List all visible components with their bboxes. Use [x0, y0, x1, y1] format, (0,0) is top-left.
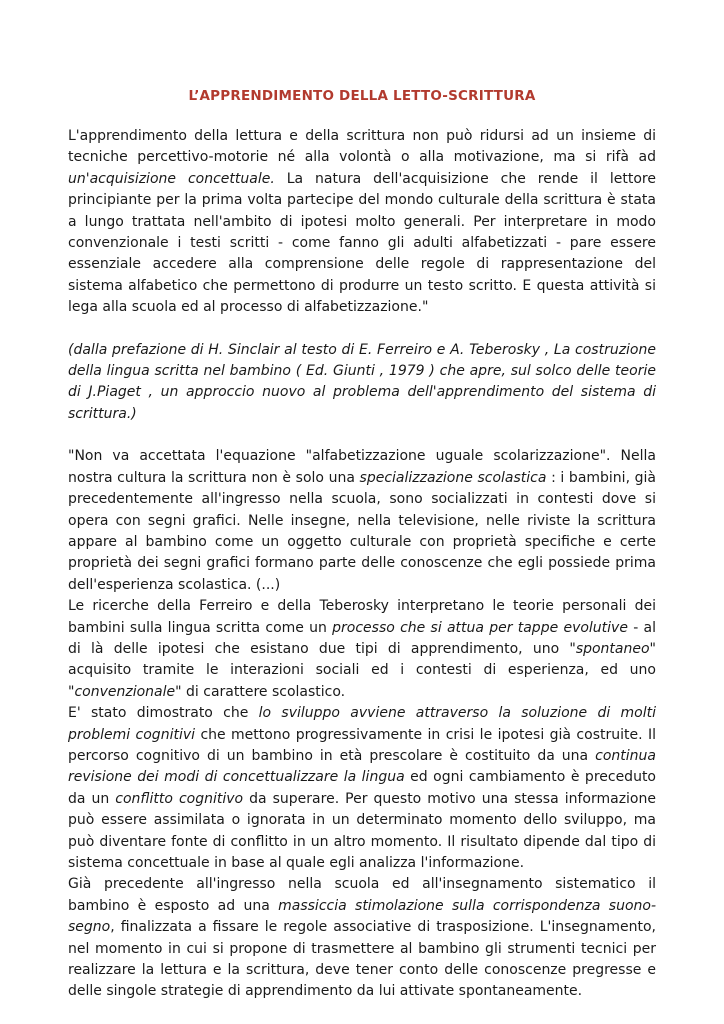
italic-text: convenzionale [74, 683, 176, 700]
body-text: Già precedente all'ingresso nella scuola ed all'insegnamento sistematico il bambino è esposto ad una [68, 876, 656, 914]
body-text: " di carattere scolastico. [175, 683, 346, 700]
italic-text: conflitto cognitivo [115, 790, 244, 807]
body-text: Le ricerche della Ferreiro e della Teberosky interpretano le teorie personali dei bambini sulla lingua scritta come un [68, 598, 656, 636]
paragraph-p2 [68, 340, 656, 426]
body-text: La natura dell'acquisizione che rende il lettore principiante per la prima volta partecipe del mondo culturale della scrittura è stata a lungo trattata nell'ambito di ipotesi molto generali. Per interpretare in modo convenzionale i testi scritti - come fanno gli adulti alfabetizzati - pare essere essenziale accedere alla comprensione delle regole di rappresentazione del sistema alfabetico che permettono di produrre un testo scritto. E questa attività si lega alla scuola ed al processo di alfabetizzazione." [68, 170, 656, 316]
body-text: da superare. Per questo motivo una stessa informazione può essere assimilata o ignorata in un determinato momento dello sviluppo, ma può diventare fonte di conflitto in un altro momento. Il risultato dipende dal tipo di sistema concettuale in base al quale egli analizza l'informazione. [68, 790, 656, 871]
italic-text: (dalla prefazione di H. Sinclair al testo di E. Ferreiro e A. Teberosky , La costruzione della lingua scritta nel bambino ( Ed. Giunti , 1979 ) che apre, sul solco delle teorie di J.Piaget , un approccio nuovo al problema dell'apprendimento del sistema di scrittura.) [68, 341, 656, 422]
body-text: - al di là delle ipotesi che esistano due tipi di apprendimento, uno [68, 619, 657, 657]
document-body [68, 126, 656, 1003]
italic-text: massiccia stimolazione sulla corrispondenza suono- segno [68, 897, 656, 936]
italic-text: specializzazione scolastica [359, 469, 547, 486]
paragraph-spacer [68, 319, 656, 340]
body-text: ed ogni cambiamento è preceduto da un [68, 769, 656, 807]
italic-text: processo che si attua per tappe evolutive [332, 619, 628, 636]
body-text: acquisito tramite le interazioni sociali ed i contesti di esperienza, ed uno " [68, 662, 656, 700]
body-text: : i bambini, già precedentemente all'ingresso nella scuola, sono socializzati in contesti dove si opera con segni grafici. Nelle insegne, nella televisione, nelle riviste la scrittura appare al bambino come un oggetto culturale con proprietà specifiche e certe proprietà dei segni grafici formano parte delle conoscenze che egli possiede prima dell'esperienza scolastica. (...) [68, 469, 656, 593]
italic-text: continua revisione dei modi di concettualizzare la lingua [68, 747, 656, 786]
paragraph-p1 [68, 126, 656, 319]
paragraph-p6 [68, 874, 656, 1002]
italic-text: lo sviluppo avviene attraverso la soluzione di molti problemi cognitivi [68, 705, 656, 743]
paragraph-p3 [68, 446, 656, 596]
italic-text: un'acquisizione concettuale. [68, 170, 275, 187]
body-text: "Non va accettata l'equazione "alfabetizzazione uguale scolarizzazione". Nella nostra cultura la scrittura non è solo una [68, 448, 656, 486]
body-text: , finalizzata a fissare le regole associative di trasposizione. L'insegnamento, nel momento in cui si propone di trasmettere al bambino gli strumenti tecnici per realizzare la lettura e la scrittura, deve tener conto delle conoscenze pregresse e delle singole strategie di apprendimento da lui attivate spontaneamente. [68, 919, 656, 1000]
paragraph-p4 [68, 596, 656, 703]
body-text: L'apprendimento della lettura e della scrittura non può ridursi ad un insieme di tecniche percettivo-motorie né alla volontà o alla motivazione, ma si rifà ad [68, 128, 656, 166]
document-title: L’APPRENDIMENTO DELLA LETTO-SCRITTURA [188, 88, 536, 104]
paragraph-p5 [68, 703, 656, 874]
body-text: E' stato dimostrato che [68, 705, 259, 722]
body-text: che mettono progressivamente in crisi le ipotesi già costruite. Il percorso cognitivo di un bambino in età prescolare è costituito da una [68, 726, 656, 764]
paragraph-spacer [68, 425, 656, 446]
italic-text: "spontaneo" [569, 640, 656, 657]
